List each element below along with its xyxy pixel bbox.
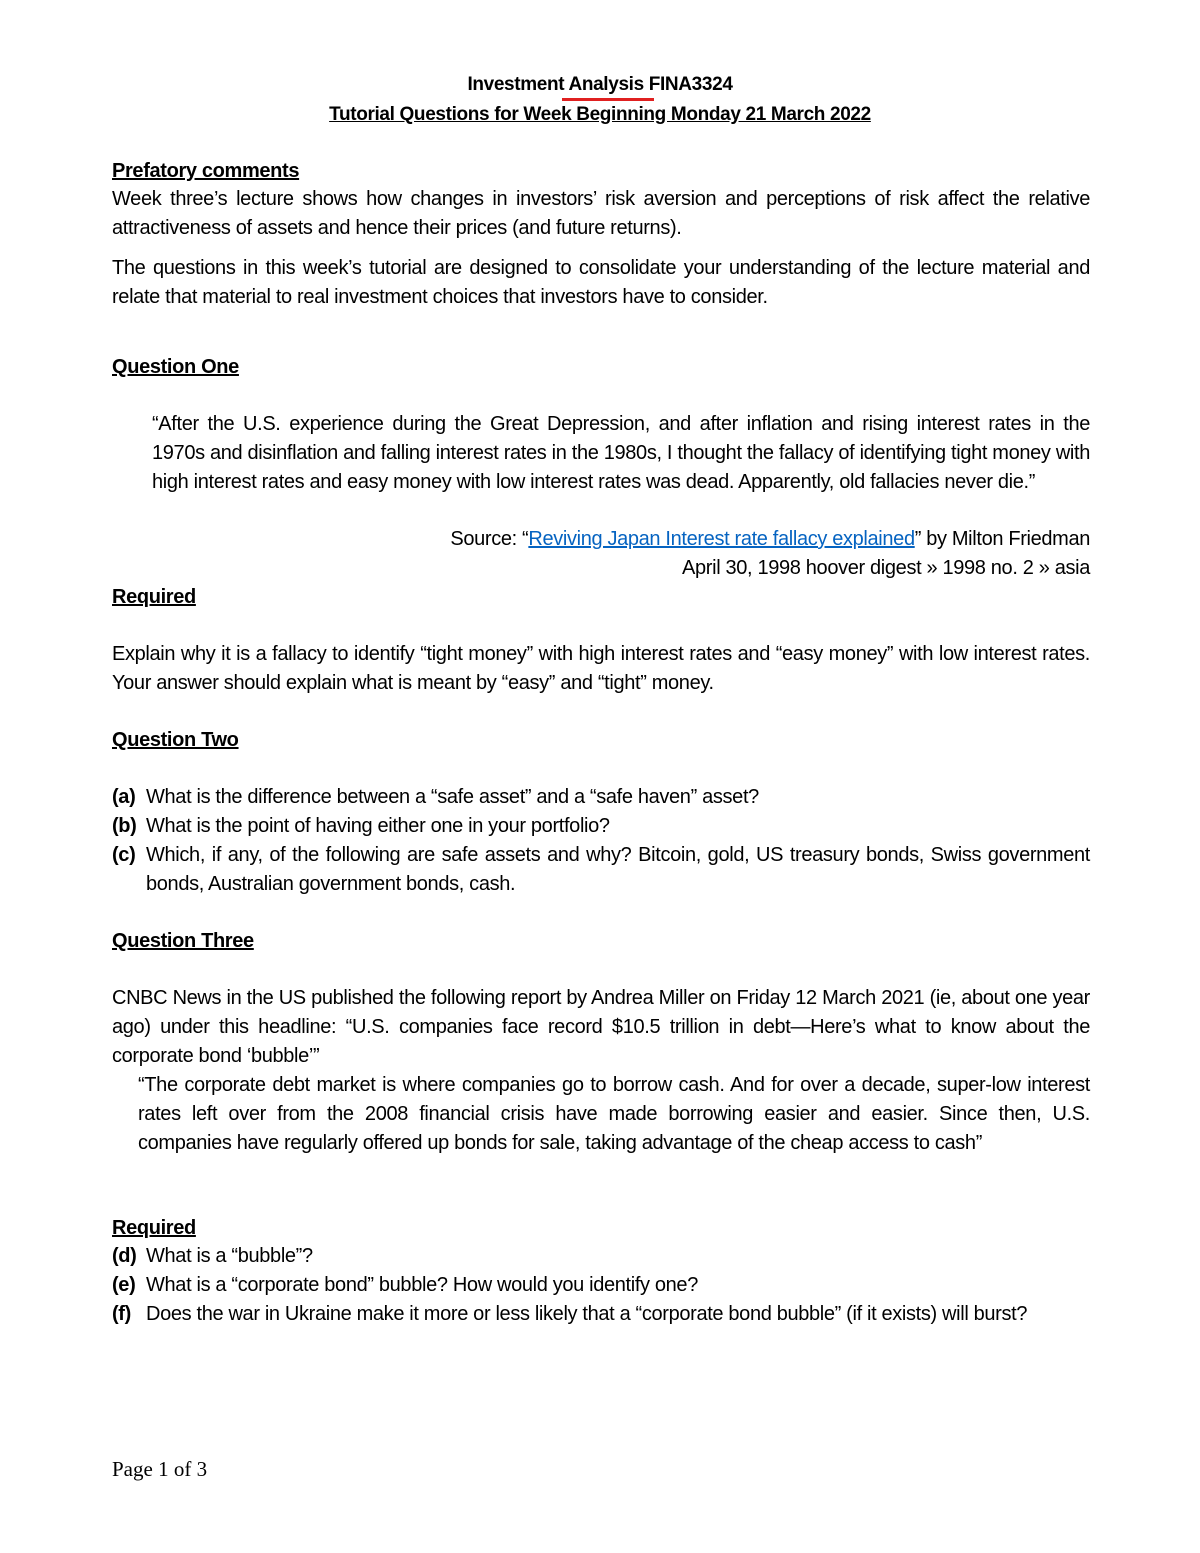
list-item-text: What is a “corporate bond” bubble? How would you identify one?: [146, 1274, 698, 1296]
quote-source: [152, 525, 1090, 554]
list-item: [112, 1242, 1090, 1271]
list-item-text: Which, if any, of the following are safe assets and why? Bitcoin, gold, US treasury bonds, Swiss government bonds, Australian government bonds, cash.: [146, 844, 1090, 895]
friedman-quote: “After the U.S. experience during the Great Depression, and after inflation and rising interest rates in the 1970s and disinflation and falling interest rates in the 1980s, I thought the fallacy of identifying tight money with high interest rates and easy money with low interest rates was dead. Apparently, old fallacies never die.”: [152, 413, 1090, 493]
list-item-label: (c): [112, 844, 136, 866]
source-prefix: Source: “: [450, 528, 529, 550]
list-item-text: Does the war in Ukraine make it more or less likely that a “corporate bond bubble” (if it exists) will burst?: [146, 1303, 1028, 1325]
question-three-required-heading: Required: [112, 1217, 196, 1239]
question-three-list: [112, 1242, 1090, 1329]
list-item: [112, 812, 1090, 841]
cnbc-intro: CNBC News in the US published the following report by Andrea Miller on Friday 12 March 2021 (ie, about one year ago) under this headline: “U.S. companies face record $10.5 trillion in debt—Here’s what to know about the corporate bond ‘bubble’”: [112, 987, 1090, 1067]
list-item: [112, 841, 1090, 899]
cnbc-quote: “The corporate debt market is where companies go to borrow cash. And for over a decade, super-low interest rates left over from the 2008 financial crisis have made borrowing easier and easier. Since then, U.S. companies have regularly offered up bonds for sale, taking advantage of the cheap access to cash”: [138, 1074, 1090, 1154]
tutorial-subtitle: Tutorial Questions for Week Beginning Monday 21 March 2022: [329, 104, 871, 125]
prefatory-paragraph-2: The questions in this week’s tutorial are designed to consolidate your understanding of the lecture material and relate that material to real investment choices that investors have to consider.: [112, 257, 1090, 308]
question-one-heading: Question One: [112, 356, 239, 378]
spellcheck-underline: [562, 98, 654, 101]
list-item: [112, 1300, 1090, 1329]
course-title: Investment Analysis FINA3324: [467, 74, 733, 95]
question-one-required-heading: Required: [112, 586, 196, 608]
question-two-heading: Question Two: [112, 729, 239, 751]
question-two-list: [112, 783, 1090, 899]
list-item-text: What is a “bubble”?: [146, 1245, 313, 1267]
question-one-required-text: Explain why it is a fallacy to identify “tight money” with high interest rates and “easy money” with low interest rates. Your answer should explain what is meant by “easy” and “tight” money.: [112, 643, 1090, 694]
source-link[interactable]: Reviving Japan Interest rate fallacy explained: [528, 528, 915, 550]
list-item: [112, 1271, 1090, 1300]
list-item-label: (e): [112, 1274, 136, 1296]
list-item: [112, 783, 1090, 812]
list-item-text: What is the point of having either one in your portfolio?: [146, 815, 610, 837]
page-number: Page 1 of 3: [112, 1457, 208, 1481]
question-three-heading: Question Three: [112, 930, 254, 952]
source-suffix: ” by Milton Friedman: [914, 528, 1090, 550]
list-item-label: (d): [112, 1245, 137, 1267]
list-item-text: What is the difference between a “safe asset” and a “safe haven” asset?: [146, 786, 759, 808]
quote-source-date: April 30, 1998 hoover digest » 1998 no. 2 » asia: [682, 557, 1090, 579]
prefatory-paragraph-1: Week three’s lecture shows how changes in investors’ risk aversion and perceptions of risk affect the relative attractiveness of assets and hence their prices (and future returns).: [112, 188, 1090, 239]
list-item-label: (b): [112, 815, 137, 837]
prefatory-heading: Prefatory comments: [112, 160, 300, 182]
list-item-label: (f): [112, 1303, 131, 1325]
list-item-label: (a): [112, 786, 136, 808]
